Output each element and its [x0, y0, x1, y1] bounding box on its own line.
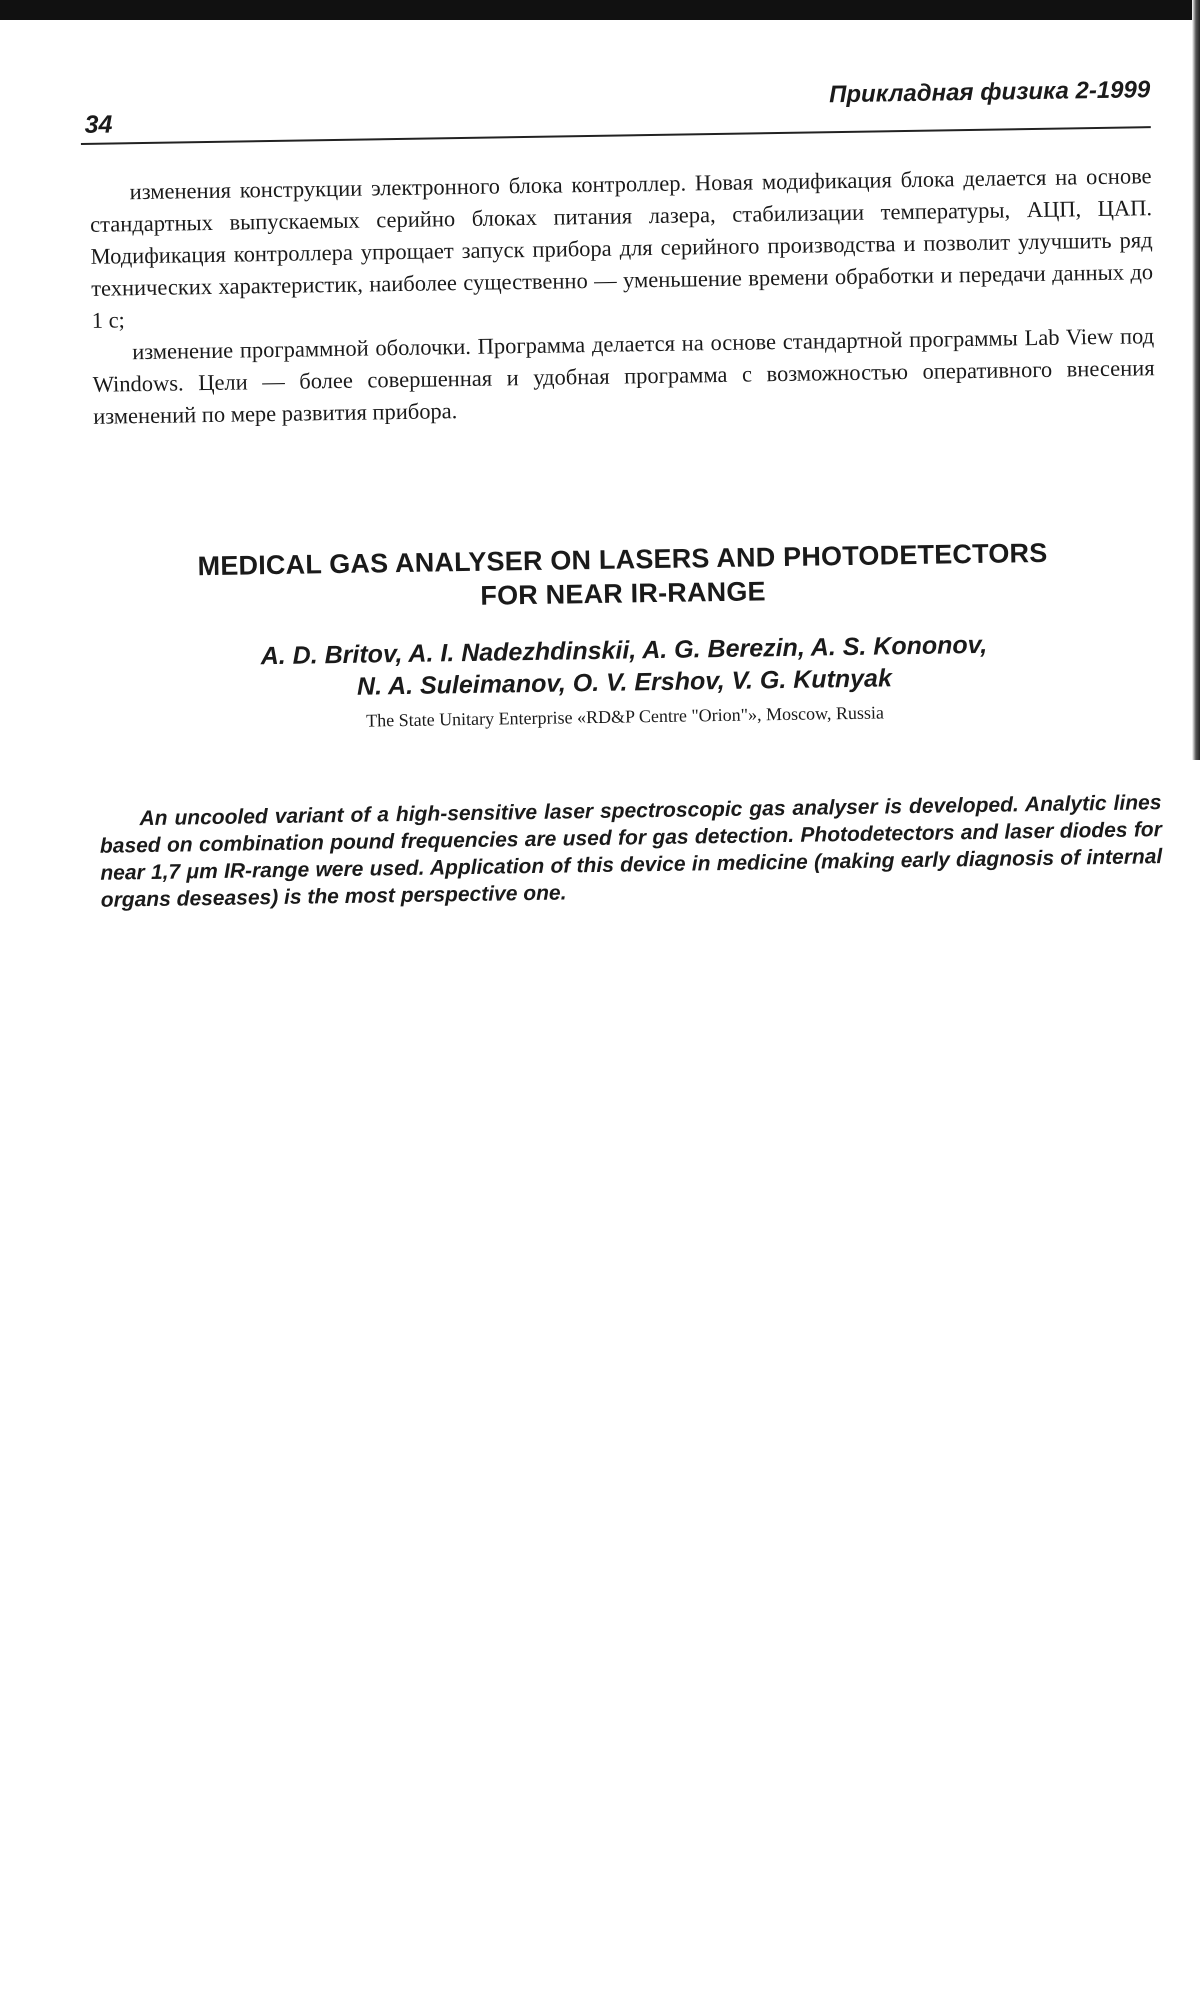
- body-paragraph: изменения конструкции электронного блока контроллер. Новая модификация блока делается на основе стандартных выпускаемых серийно блоках питания лазера, стабилизации температуры, АЦП, ЦАП. Модификация контроллера упрощает запуск прибора для серийного производства и позволит улучшить ряд технических характеристик, наиболее существенно — уменьшение времени обработки и передачи данных до 1 с;: [89, 163, 1154, 333]
- article-title: [87, 534, 1158, 619]
- title-line: FOR NEAR IR-RANGE: [480, 576, 766, 611]
- page-number: 34: [84, 110, 113, 139]
- abstract: An uncooled variant of a high-sensitive laser spectroscopic gas analyser is developed. Analytic lines based on combination pound frequencies are used for gas detection. Photodetectors and laser diodes for near 1,7 μm IR-range were used. Application of this device in medicine (making early diagnosis of internal organs deseases) is the most perspective one.: [99, 791, 1163, 912]
- journal-page: [80, 68, 1163, 912]
- authors-line: A. D. Britov, A. I. Nadezhdinskii, A. G. Berezin, A. S. Kononov,: [260, 630, 988, 671]
- body-text: [89, 160, 1155, 433]
- authors: [89, 626, 1160, 707]
- scan-right-edge: [1192, 0, 1200, 760]
- authors-line: N. A. Suleimanov, O. V. Ershov, V. G. Kutnyak: [356, 664, 893, 701]
- journal-title: Прикладная физика 2-1999: [828, 76, 1151, 109]
- header-rule: [81, 126, 1151, 145]
- title-line: MEDICAL GAS ANALYSER ON LASERS AND PHOTODETECTORS: [197, 537, 1048, 582]
- affiliation: The State Unitary Enterprise «RD&P Centre "Orion"», Moscow, Russia: [365, 702, 885, 731]
- scan-top-edge: [0, 0, 1200, 20]
- running-header: [80, 68, 1151, 139]
- body-paragraph: изменение программной оболочки. Программа делается на основе стандартной программы Lab View под Windows. Цели — более совершенная и удобная программа с возможностью оперативного внесения изменений по мере развития прибора.: [92, 323, 1155, 429]
